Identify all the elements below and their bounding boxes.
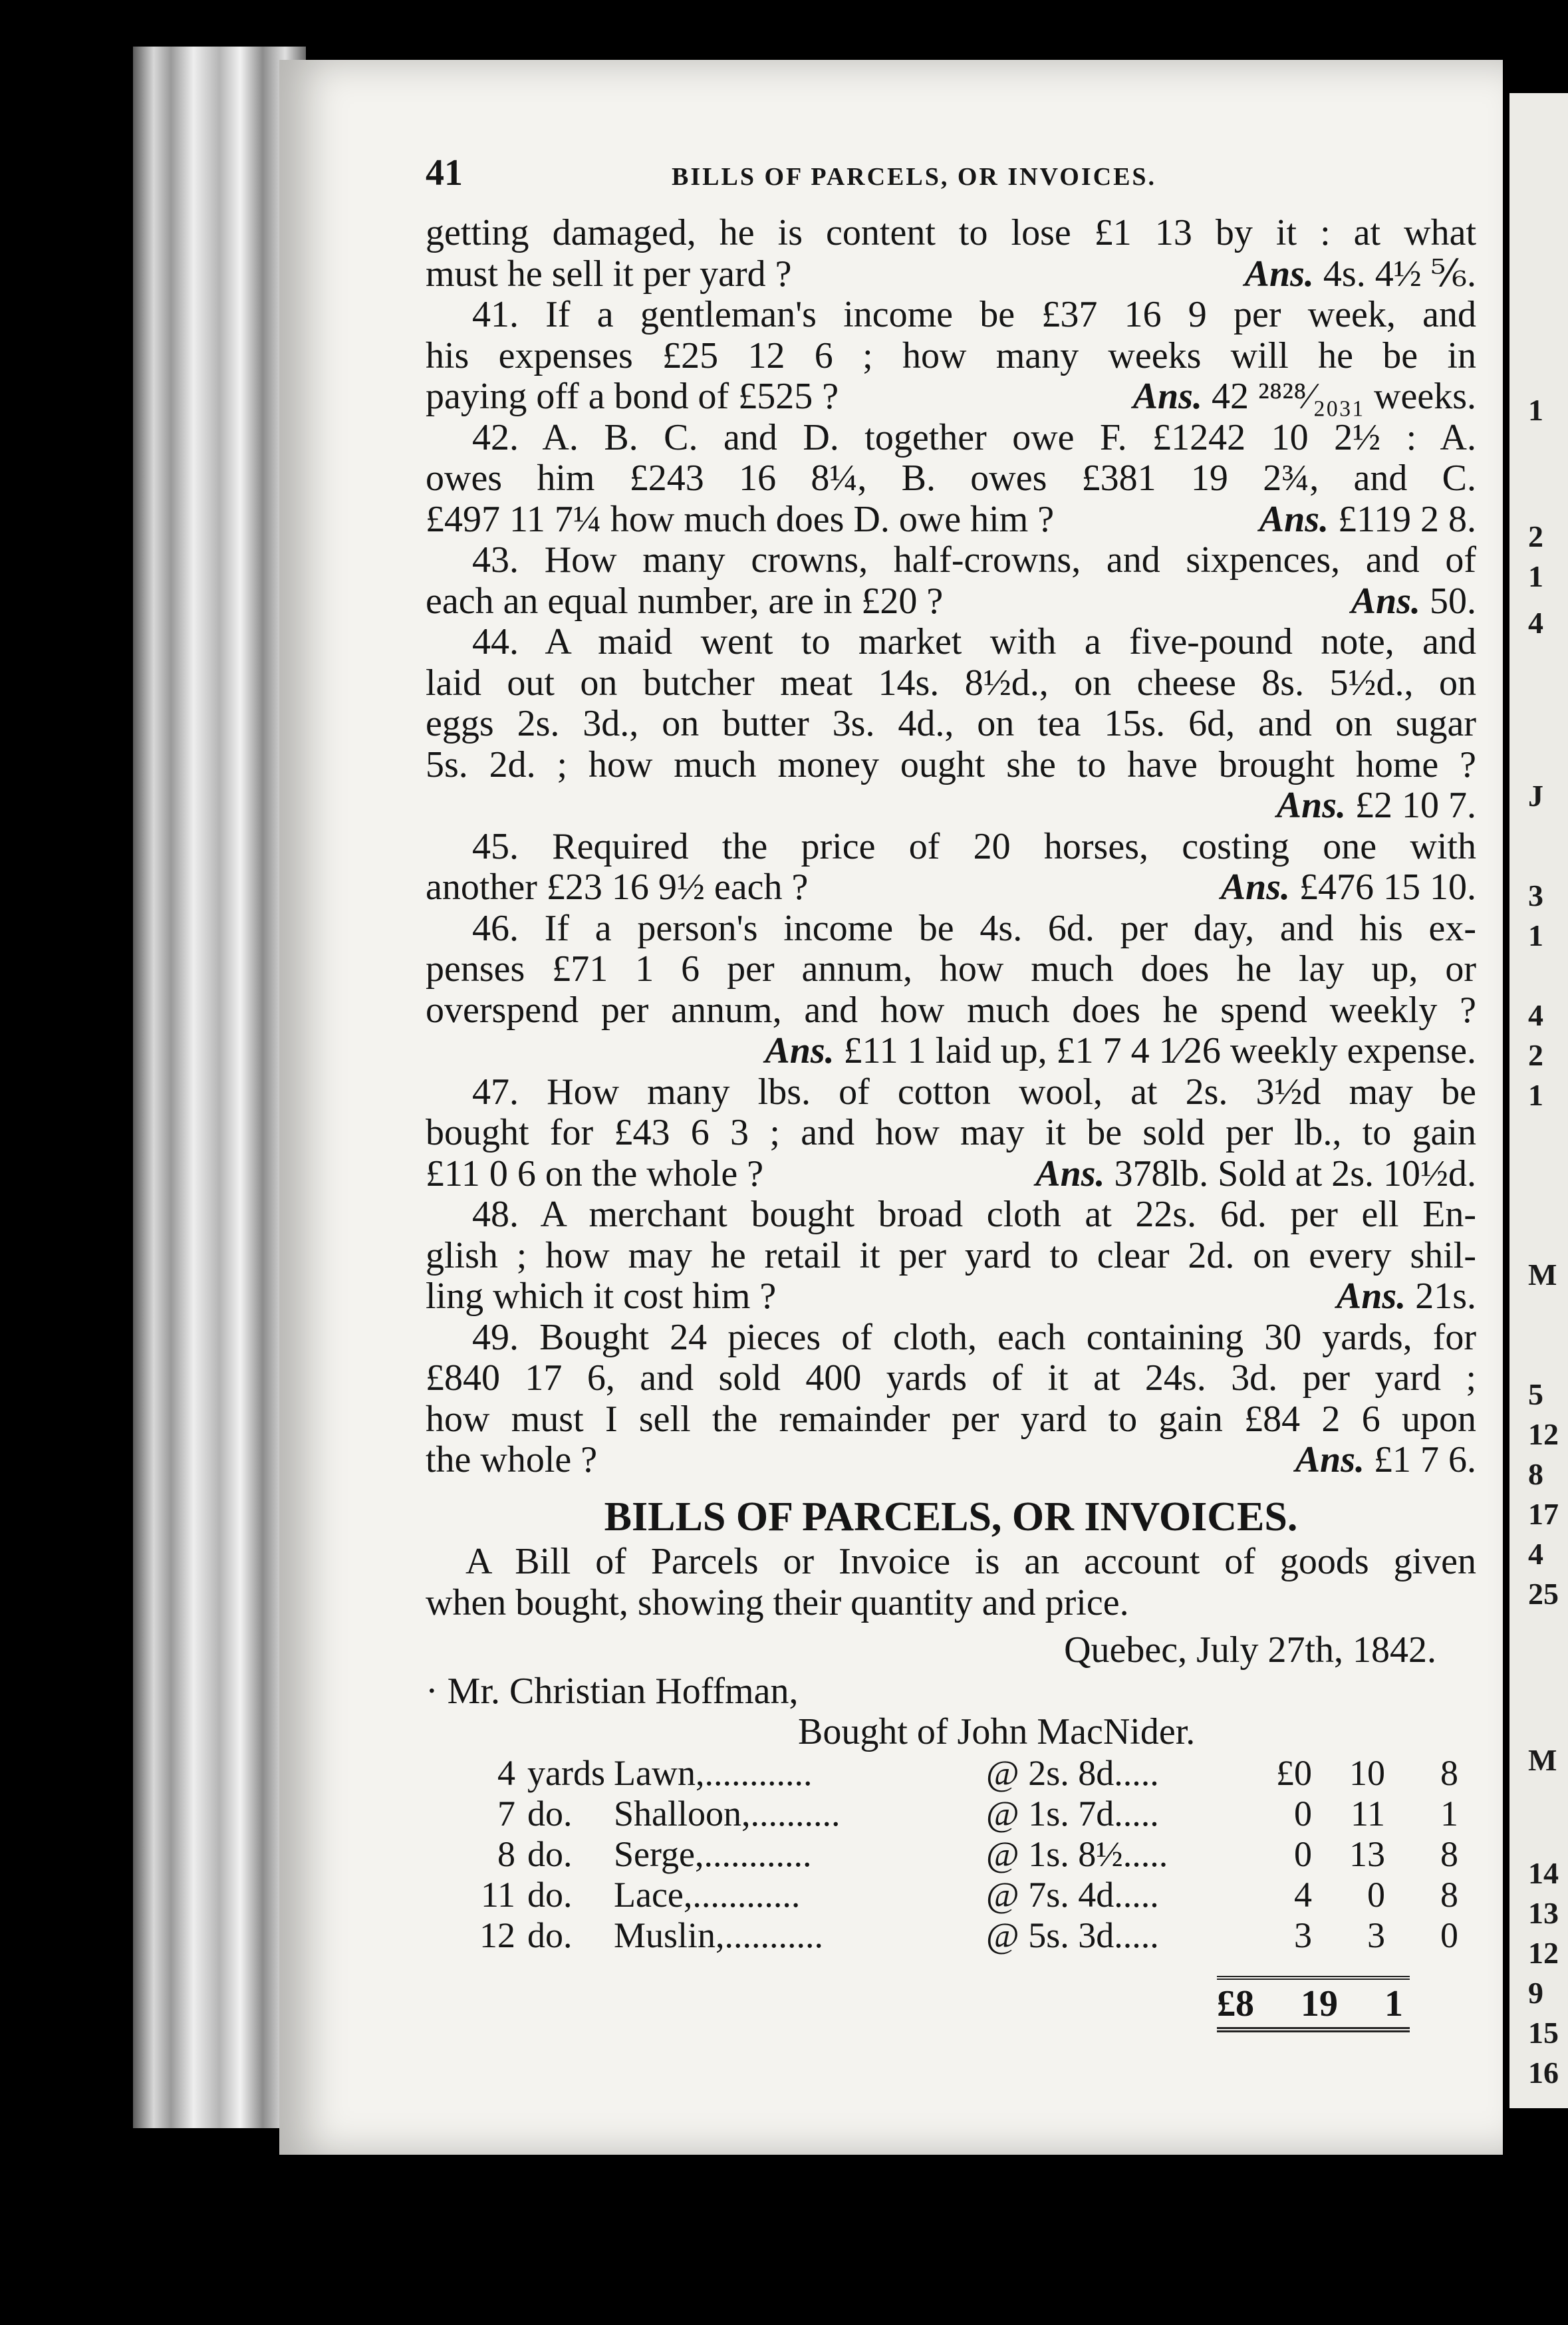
problem-number: 42. bbox=[472, 416, 519, 458]
item-pounds: 4 bbox=[1294, 1874, 1312, 1915]
problem-line: the whole ? bbox=[426, 1439, 598, 1480]
item-name: Shalloon,.......... bbox=[614, 1793, 841, 1834]
facing-fragment: 1 bbox=[1528, 918, 1543, 952]
problem-40 bbox=[426, 213, 1476, 295]
item-pence: 0 bbox=[1440, 1915, 1458, 1955]
invoice-total bbox=[1217, 1976, 1410, 2033]
answer-value: £11 1 laid up, £1 7 4 1⁄26 weekly expense. bbox=[843, 1030, 1476, 1071]
problem-46 bbox=[426, 908, 1476, 1072]
ans-label: Ans. bbox=[1295, 1439, 1365, 1480]
problem-line: penses £71 1 6 per annum, how much does he lay up, or bbox=[426, 948, 1476, 990]
facing-fragment: 17 bbox=[1528, 1497, 1559, 1531]
ans-label: Ans. bbox=[1035, 1153, 1105, 1194]
item-price: @ 5s. 3d..... bbox=[986, 1915, 1159, 1955]
item-pounds: 0 bbox=[1294, 1834, 1312, 1874]
problem-line bbox=[426, 827, 1476, 868]
problem-48 bbox=[426, 1194, 1476, 1317]
table-row bbox=[452, 1875, 1458, 1915]
facing-fragment: 25 bbox=[1528, 1577, 1559, 1611]
problem-41 bbox=[426, 295, 1476, 418]
facing-fragment: 12 bbox=[1528, 1936, 1559, 1970]
problem-number: 48. bbox=[472, 1194, 519, 1235]
problem-line: eggs 2s. 3d., on butter 3s. 4d., on tea 15s. 6d, and on sugar bbox=[426, 703, 1476, 744]
problem-text: A. B. C. and D. together owe F. £1242 10 2½ : A. bbox=[542, 416, 1476, 458]
problem-line: bought for £43 6 3 ; and how may it be sold per lb., to gain bbox=[426, 1112, 1476, 1153]
item-pounds: 3 bbox=[1294, 1915, 1312, 1955]
problem-text: If a person's income be 4s. 6d. per day, and his ex- bbox=[544, 907, 1476, 949]
problem-line: ling which it cost him ? bbox=[426, 1276, 777, 1317]
intro-line: when bought, showing their quantity and price. bbox=[426, 1581, 1129, 1623]
problem-line: glish ; how may he retail it per yard to clear 2d. on every shil- bbox=[426, 1234, 1476, 1276]
running-header bbox=[426, 153, 1476, 213]
problem-43 bbox=[426, 540, 1476, 622]
invoice-items-table bbox=[452, 1753, 1458, 1956]
problem-text: A merchant bought broad cloth at 22s. 6d. per ell En- bbox=[540, 1194, 1476, 1235]
intro-line: A Bill of Parcels or Invoice is an account of goods given bbox=[465, 1541, 1476, 1582]
problem-line: laid out on butcher meat 14s. 8½d., on cheese 8s. 5½d., on bbox=[426, 662, 1476, 704]
problem-line: his expenses £25 12 6 ; how many weeks will he be in bbox=[426, 335, 1476, 376]
problem-text: Required the price of 20 horses, costing one with bbox=[552, 825, 1476, 867]
item-price: @ 2s. 8d..... bbox=[986, 1752, 1159, 1793]
ans-label: Ans. bbox=[1276, 785, 1346, 826]
facing-fragment: 4 bbox=[1528, 998, 1543, 1032]
answer bbox=[1245, 254, 1476, 295]
item-pence: 8 bbox=[1440, 1834, 1458, 1874]
page-content bbox=[426, 153, 1476, 2032]
answer-value: £476 15 10. bbox=[1299, 867, 1476, 908]
item-unit: do. bbox=[527, 1793, 573, 1834]
item-pounds: £0 bbox=[1276, 1752, 1312, 1793]
problem-line bbox=[426, 418, 1476, 459]
item-unit: do. bbox=[527, 1834, 573, 1874]
facing-fragment: 1 bbox=[1528, 1078, 1543, 1112]
item-unit: do. bbox=[527, 1874, 573, 1915]
problem-line: overspend per annum, and how much does he spend weekly ? bbox=[426, 989, 1476, 1031]
answer bbox=[426, 785, 1476, 827]
problem-42 bbox=[426, 418, 1476, 541]
problem-number: 44. bbox=[472, 621, 519, 662]
item-name: Lawn,............ bbox=[614, 1752, 813, 1793]
answer bbox=[1351, 581, 1476, 622]
problem-number: 45. bbox=[472, 825, 519, 867]
facing-fragment: 5 bbox=[1528, 1377, 1543, 1411]
problem-line: another £23 16 9½ each ? bbox=[426, 867, 809, 908]
answer-value: 50. bbox=[1430, 580, 1476, 622]
problem-text: How many lbs. of cotton wool, at 2s. 3½d may be bbox=[547, 1071, 1477, 1113]
facing-fragment: 8 bbox=[1528, 1457, 1543, 1491]
total-values bbox=[1217, 1980, 1410, 2025]
facing-fragment: 1 bbox=[1528, 559, 1543, 593]
problem-number: 49. bbox=[472, 1316, 519, 1358]
total-pounds: £8 bbox=[1217, 1983, 1254, 2024]
item-pounds: 0 bbox=[1294, 1793, 1312, 1834]
facing-fragment: 2 bbox=[1528, 519, 1543, 553]
facing-fragment: 12 bbox=[1528, 1417, 1559, 1451]
problem-line bbox=[426, 1317, 1476, 1359]
problem-line bbox=[426, 1072, 1476, 1113]
running-head: BILLS OF PARCELS, OR INVOICES. bbox=[672, 163, 1157, 191]
problem-number: 43. bbox=[472, 539, 519, 581]
answer-value: 4s. 4½ ⅚. bbox=[1323, 253, 1476, 295]
problem-line: £497 11 7¼ how much does D. owe him ? bbox=[426, 498, 1055, 540]
facing-fragment: M bbox=[1528, 1258, 1557, 1292]
item-name: Muslin,........... bbox=[614, 1915, 824, 1955]
facing-fragment: 14 bbox=[1528, 1856, 1559, 1890]
answer bbox=[1337, 1276, 1476, 1317]
item-name: Lace,............ bbox=[614, 1874, 801, 1915]
facing-fragment: 15 bbox=[1528, 2016, 1559, 2050]
item-shillings: 10 bbox=[1349, 1752, 1385, 1793]
item-unit: do. bbox=[527, 1915, 573, 1955]
problem-number: 46. bbox=[472, 907, 519, 949]
problem-47 bbox=[426, 1072, 1476, 1195]
item-shillings: 11 bbox=[1351, 1793, 1385, 1834]
total-pence: 1 bbox=[1384, 1983, 1403, 2024]
item-qty: 11 bbox=[481, 1874, 515, 1915]
invoice bbox=[426, 1630, 1476, 2032]
ans-label: Ans. bbox=[765, 1030, 835, 1071]
facing-fragment: 13 bbox=[1528, 1896, 1559, 1930]
ans-label: Ans. bbox=[1244, 253, 1314, 295]
answer-value: 21s. bbox=[1415, 1276, 1476, 1317]
problem-45 bbox=[426, 827, 1476, 908]
problem-line: getting damaged, he is content to lose £1 13 by it : at what bbox=[426, 212, 1476, 253]
facing-fragment: M bbox=[1528, 1743, 1557, 1777]
answer bbox=[1133, 376, 1476, 418]
item-unit: yards bbox=[527, 1752, 605, 1793]
item-qty: 7 bbox=[497, 1793, 515, 1834]
answer-value: 378lb. Sold at 2s. 10½d. bbox=[1114, 1153, 1476, 1194]
item-shillings: 3 bbox=[1367, 1915, 1385, 1955]
answer-value: £119 2 8. bbox=[1338, 498, 1476, 540]
answer bbox=[1221, 867, 1476, 908]
answer bbox=[1035, 1154, 1476, 1195]
problem-line: each an equal number, are in £20 ? bbox=[426, 580, 944, 622]
answer bbox=[1259, 499, 1476, 541]
problem-line: paying off a bond of £525 ? bbox=[426, 376, 839, 417]
answer-value: 42 ²⁸²⁸⁄₂₀₃₁ weeks. bbox=[1211, 376, 1476, 417]
facing-fragment: 16 bbox=[1528, 2056, 1559, 2090]
invoice-recipient: · Mr. Christian Hoffman, bbox=[426, 1670, 799, 1712]
problem-text: How many crowns, half-crowns, and sixpences, and of bbox=[544, 539, 1476, 581]
ans-label: Ans. bbox=[1132, 376, 1202, 417]
item-qty: 12 bbox=[479, 1915, 515, 1955]
facing-fragment: 9 bbox=[1528, 1976, 1543, 2010]
problem-line: must he sell it per yard ? bbox=[426, 253, 792, 295]
item-price: @ 7s. 4d..... bbox=[986, 1874, 1159, 1915]
item-shillings: 13 bbox=[1349, 1834, 1385, 1874]
item-shillings: 0 bbox=[1367, 1874, 1385, 1915]
problem-line bbox=[426, 622, 1476, 663]
problem-line bbox=[426, 540, 1476, 581]
ans-label: Ans. bbox=[1336, 1276, 1406, 1317]
problem-number: 47. bbox=[472, 1071, 519, 1113]
item-pence: 8 bbox=[1440, 1752, 1458, 1793]
problem-line: how must I sell the remainder per yard to gain £84 2 6 upon bbox=[426, 1398, 1476, 1440]
ans-label: Ans. bbox=[1220, 867, 1290, 908]
table-row bbox=[452, 1915, 1458, 1956]
invoice-seller: Bought of John MacNider. bbox=[798, 1711, 1196, 1752]
facing-fragment: 1 bbox=[1528, 393, 1543, 427]
item-qty: 4 bbox=[497, 1752, 515, 1793]
problem-49 bbox=[426, 1317, 1476, 1481]
item-name: Serge,............ bbox=[614, 1834, 812, 1874]
item-pence: 1 bbox=[1440, 1793, 1458, 1834]
table-row bbox=[452, 1753, 1458, 1794]
problem-text: If a gentleman's income be £37 16 9 per week, and bbox=[545, 294, 1476, 335]
problem-line: £11 0 6 on the whole ? bbox=[426, 1153, 764, 1194]
problem-line: 5s. 2d. ; how much money ought she to have brought home ? bbox=[426, 744, 1476, 785]
problem-text: A maid went to market with a five-pound note, and bbox=[545, 621, 1476, 662]
section-title: BILLS OF PARCELS, OR INVOICES. bbox=[604, 1494, 1298, 1540]
facing-fragment: 4 bbox=[1528, 606, 1543, 640]
item-price: @ 1s. 7d..... bbox=[986, 1793, 1159, 1834]
problem-text: Bought 24 pieces of cloth, each containing 30 yards, for bbox=[539, 1316, 1477, 1358]
total-double-rule bbox=[1217, 2027, 1410, 2032]
page-number: 41 bbox=[426, 152, 463, 194]
facing-fragment: 4 bbox=[1528, 1537, 1543, 1571]
facing-fragment: 3 bbox=[1528, 879, 1543, 912]
facing-fragment: J bbox=[1528, 779, 1543, 813]
problem-line bbox=[426, 295, 1476, 336]
problem-number: 41. bbox=[472, 294, 519, 335]
item-pence: 8 bbox=[1440, 1874, 1458, 1915]
total-shillings: 19 bbox=[1301, 1983, 1338, 2024]
answer bbox=[426, 1031, 1476, 1072]
ans-label: Ans. bbox=[1259, 498, 1329, 540]
problem-44 bbox=[426, 622, 1476, 827]
answer bbox=[1295, 1440, 1476, 1481]
table-row bbox=[452, 1834, 1458, 1875]
problem-line: £840 17 6, and sold 400 yards of it at 24s. 3d. per yard ; bbox=[426, 1357, 1476, 1399]
invoice-date: Quebec, July 27th, 1842. bbox=[1064, 1629, 1436, 1671]
problem-line bbox=[426, 908, 1476, 950]
item-price: @ 1s. 8½..... bbox=[986, 1834, 1168, 1874]
facing-page-edge bbox=[1509, 93, 1568, 2108]
problem-line: owes him £243 16 8¼, B. owes £381 19 2¾, and C. bbox=[426, 458, 1476, 499]
problem-line bbox=[426, 1194, 1476, 1236]
answer-value: £1 7 6. bbox=[1374, 1439, 1476, 1480]
answer-value: £2 10 7. bbox=[1355, 785, 1476, 826]
ans-label: Ans. bbox=[1351, 580, 1420, 622]
facing-fragment: 2 bbox=[1528, 1038, 1543, 1072]
table-row bbox=[452, 1794, 1458, 1834]
item-qty: 8 bbox=[497, 1834, 515, 1874]
